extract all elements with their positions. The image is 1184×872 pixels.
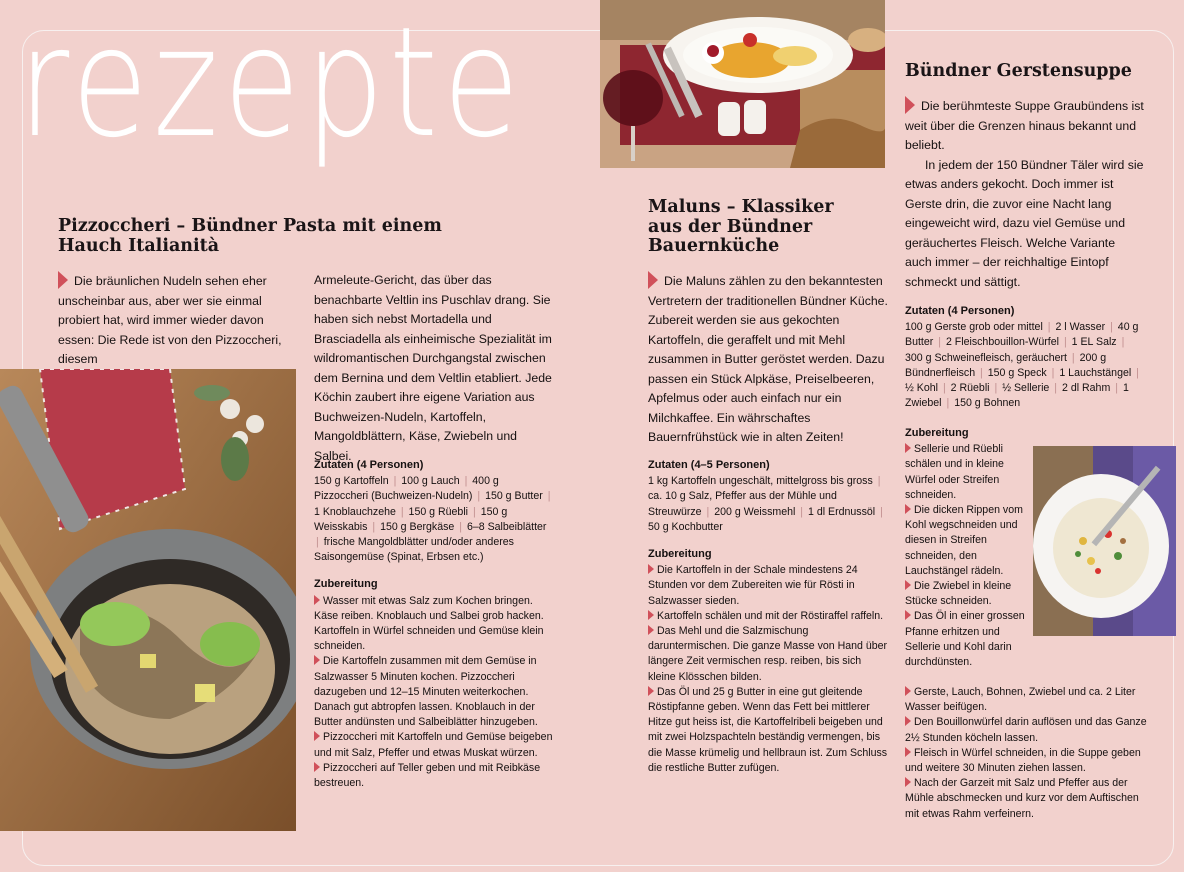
separator: | xyxy=(393,475,397,488)
separator: | xyxy=(400,505,404,518)
ingredient-item: 200 g Weissmehl xyxy=(714,505,796,518)
step-item xyxy=(314,730,554,760)
separator: | xyxy=(1136,366,1139,379)
step-marker-icon xyxy=(648,686,654,696)
gerstensuppe-intro-text-2: In jedem der 150 Bündner Täler wird sie etwas anders gekocht. Doch immer ist Gerste drin, die zuvor eine Nacht lang eingeweicht wird, dazu viel Gemüse und geräuchertes Fleisch. Welche Variante auch immer – der reichhaltige Eintopf schmeckt und sättigt. xyxy=(905,157,1144,289)
ingredient-item: 50 g Kochbutter xyxy=(648,520,723,533)
pizzoccheri-intro-text: Die bräunlichen Nudeln sehen eher unscheinbar aus, aber wer sie einmal probiert hat, wird immer wieder davon essen: Die Rede ist von den Pizzoccheri, diesem xyxy=(58,274,282,366)
ingredient-item: frische Mangoldblätter und/oder anderes Saisongemüse (Spinat, Erbsen etc.) xyxy=(314,536,514,564)
step-text: Die dicken Rippen vom Kohl wegschneiden und diesen in Streifen schneiden, den Lauchstängel rädeln. xyxy=(905,504,1023,577)
step-marker-icon xyxy=(314,731,320,741)
separator: | xyxy=(706,505,710,518)
separator: | xyxy=(1110,321,1113,334)
separator: | xyxy=(372,520,376,533)
ingredient-item: 6–8 Salbeiblätter xyxy=(466,520,547,533)
separator: | xyxy=(1047,321,1051,334)
ingredients-list xyxy=(314,474,554,565)
ingredients-heading: Zutaten (4 Personen) xyxy=(905,305,1015,317)
separator: | xyxy=(473,505,476,518)
gerstensuppe-steps-upper xyxy=(905,426,1027,670)
step-marker-icon xyxy=(314,762,320,772)
pizzoccheri-intro-text-2: Armeleute-Gericht, das über das benachbarte Veltlin ins Puschlav drang. Sie haben sich nebst Mortadella und Brasciadella als einheimische Spezialität im wildromantischen Durchgangstal zwischen dem Bernina und dem Veltlin etabliert. Jede Köchin zaubert ihre eigene Variation aus Buchweizen-Nudeln, Kartoffeln, Mangoldblättern, Käse, Zwiebeln und Salbei. xyxy=(314,273,552,463)
separator: | xyxy=(880,505,883,518)
ingredient-item: 150 g Speck xyxy=(987,366,1047,379)
separator: | xyxy=(980,366,983,379)
separator: | xyxy=(1054,382,1058,395)
bullet-triangle-icon xyxy=(648,271,658,289)
step-item xyxy=(905,776,1150,822)
masthead-title: rezepte xyxy=(18,0,525,171)
step-text: Das Mehl und die Salzmischung daruntermischen. Die ganze Masse von Hand über längere Zeit vermischen resp. reiben, bis sich kleine Klösschen bilden. xyxy=(648,625,888,683)
gerstensuppe-intro xyxy=(905,96,1145,292)
step-text: Pizzoccheri auf Teller geben und mit Reibkäse bestreuen. xyxy=(314,761,541,790)
steps-list xyxy=(648,563,888,776)
separator: | xyxy=(477,490,481,503)
steps-heading: Zubereitung xyxy=(648,548,712,561)
gerstensuppe-steps-lower xyxy=(905,685,1150,822)
step-item xyxy=(905,715,1150,745)
step-text: Pizzoccheri mit Kartoffeln und Gemüse beigeben und mit Salz, Pfeffer und etwas Muskat würzen. xyxy=(314,731,553,759)
step-marker-icon xyxy=(648,564,654,574)
ingredient-item: 300 g Schweinefleisch, geräuchert xyxy=(905,351,1067,364)
step-text: Die Kartoffeln in der Schale mindestens 24 Stunden vor dem Zubereiten wie für Rösti in Salzwasser sieden. xyxy=(648,564,858,607)
gerstensuppe-intro-text: Die berühmteste Suppe Graubündens ist weit über die Grenzen hinaus bekannt und beliebt. xyxy=(905,99,1144,152)
separator: | xyxy=(1051,366,1055,379)
separator: | xyxy=(464,475,468,488)
separator: | xyxy=(942,382,946,395)
step-item xyxy=(648,685,888,776)
separator: | xyxy=(459,520,462,533)
pizzoccheri-recipe xyxy=(314,458,554,791)
pizzoccheri-intro-col1 xyxy=(58,271,296,370)
ingredients-list xyxy=(905,320,1145,411)
ingredient-item: 2 Rüebli xyxy=(950,382,990,395)
step-item xyxy=(314,761,554,791)
steps-list xyxy=(905,442,1027,670)
pizzoccheri-title: Pizzoccheri – Bündner Pasta mit einem Hauch Italianità xyxy=(58,216,442,256)
maluns-intro-text: Die Maluns zählen zu den bekanntesten Vertretern der traditionellen Bündner Küche. Zubereit werden sie aus gekochten Kartoffeln, die geraffelt und mit Mehl zusammen in Butter geröstet werden. Dazu passen ein Stück Alpkäse, Preiselbeeren, Apfelmus oder auch einfach nur ein Milchkaffee. Ein währschaftes Bauernfrühstück wie in alten Zeiten! xyxy=(648,274,888,444)
step-text: Wasser mit etwas Salz zum Kochen bringen. Käse reiben. Knoblauch und Salbei grob hacken. Kartoffeln in Würfel schneiden und Gemüse klein schneiden. xyxy=(314,594,544,653)
ingredient-item: 100 g Lauch xyxy=(401,475,460,488)
step-marker-icon xyxy=(905,580,911,590)
step-marker-icon xyxy=(905,716,911,726)
step-item xyxy=(905,609,1027,670)
step-item xyxy=(905,503,1027,579)
ingredients-heading: Zutaten (4–5 Personen) xyxy=(648,459,770,471)
separator: | xyxy=(547,490,551,503)
ingredients-heading: Zutaten (4 Personen) xyxy=(314,459,424,471)
steps-list xyxy=(905,685,1150,822)
steps-heading: Zubereitung xyxy=(314,578,378,591)
step-item xyxy=(905,746,1150,776)
step-item xyxy=(314,594,554,655)
step-marker-icon xyxy=(905,504,911,514)
step-text: Die Zwiebel in kleine Stücke schneiden. xyxy=(905,580,1012,608)
maluns-title: Maluns – Klassiker aus der Bündner Bauernküche xyxy=(648,197,834,256)
ingredient-item: 1 kg Kartoffeln ungeschält, mittelgross bis gross xyxy=(648,475,873,488)
step-item xyxy=(905,442,1027,503)
steps-list xyxy=(314,594,554,792)
pizzoccheri-photo xyxy=(0,369,296,831)
step-text: Fleisch in Würfel schneiden, in die Suppe geben und weitere 30 Minuten ziehen lassen. xyxy=(905,746,1141,775)
step-item xyxy=(314,654,554,730)
gerstensuppe-ingredients xyxy=(905,304,1145,411)
separator: | xyxy=(994,382,998,395)
ingredient-item: 100 g Gerste grob oder mittel xyxy=(905,321,1043,334)
ingredient-item: 1 dl Erdnussöl xyxy=(808,505,876,518)
gerstensuppe-title: Bündner Gerstensuppe xyxy=(905,61,1132,81)
ingredient-item: 150 g Bohnen xyxy=(954,397,1021,410)
separator: | xyxy=(316,536,319,549)
step-marker-icon xyxy=(905,747,911,757)
step-marker-icon xyxy=(314,595,320,605)
bullet-triangle-icon xyxy=(58,271,68,289)
step-item xyxy=(905,685,1150,715)
step-text: Das Öl in einer grossen Pfanne erhitzen und Sellerie und Kohl darin durchdünsten. xyxy=(905,610,1025,669)
maluns-recipe xyxy=(648,458,888,776)
separator: | xyxy=(1063,336,1067,349)
step-text: Die Kartoffeln zusammen mit dem Gemüse in Salzwasser 5 Minuten kochen. Pizzoccheri dazugeben und 12–15 Minuten weiterkochen. Danach gut abtropfen lassen. Knoblauch in der Butter andünsten und Salbeiblätter hinzugeben. xyxy=(314,655,538,729)
separator: | xyxy=(938,336,941,349)
step-text: Kartoffeln schälen und mit der Röstiraffel raffeln. xyxy=(657,609,884,622)
ingredient-item: 2 Fleischbouillon-Würfel xyxy=(945,336,1059,349)
step-item xyxy=(905,579,1027,609)
ingredient-item: 150 g Kartoffeln xyxy=(314,475,389,488)
ingredient-item: 2 l Wasser xyxy=(1055,321,1106,334)
bullet-triangle-icon xyxy=(905,96,915,114)
steps-heading: Zubereitung xyxy=(905,427,969,439)
separator: | xyxy=(1115,382,1118,395)
ingredient-item: 200 g Bündnerfleisch xyxy=(905,351,1107,379)
step-marker-icon xyxy=(905,777,911,787)
step-marker-icon xyxy=(314,655,320,665)
ingredient-item: 1 EL Salz xyxy=(1071,336,1117,349)
ingredient-item: ½ Kohl xyxy=(905,382,938,395)
ingredient-item: 150 g Weisskabis xyxy=(314,505,508,533)
ingredient-item: 1 Knoblauchzehe xyxy=(314,505,396,518)
maluns-intro xyxy=(648,271,888,448)
step-marker-icon xyxy=(648,625,654,635)
step-item xyxy=(648,624,888,685)
ingredient-item: 400 g Pizzoccheri (Buchweizen-Nudeln) xyxy=(314,475,499,503)
ingredient-item: ½ Sellerie xyxy=(1002,382,1050,395)
ingredient-item: 2 dl Rahm xyxy=(1061,382,1111,395)
ingredient-item: ca. 10 g Salz, Pfeffer aus der Mühle und Streuwürze xyxy=(648,490,837,518)
maluns-photo xyxy=(600,0,885,168)
step-text: Sellerie und Rüebli schälen und in kleine Würfel oder Streifen schneiden. xyxy=(905,443,1004,501)
step-text: Nach der Garzeit mit Salz und Pfeffer aus der Mühle abschmecken und kurz vor dem Auftischen mit etwas Rahm verfeinern. xyxy=(905,777,1139,820)
pizzoccheri-intro-col2 xyxy=(314,271,554,466)
step-text: Das Öl und 25 g Butter in eine gut gleitende Röstipfanne geben. Wenn das Fett bei mittlerer Hitze gut heiss ist, die Kartoffelribeli beigeben und mit zwei Holzspachteln beständig vermengen, bis die Masse krümelig und hellbraun ist. Zum Schluss die restliche Butter zufügen. xyxy=(648,685,888,774)
step-marker-icon xyxy=(905,610,911,620)
ingredient-item: 1 Zwiebel xyxy=(905,382,1129,410)
step-marker-icon xyxy=(648,610,654,620)
ingredient-item: 150 g Bergkäse xyxy=(380,520,455,533)
step-text: Gerste, Lauch, Bohnen, Zwiebel und ca. 2 Liter Wasser beifügen. xyxy=(905,686,1136,714)
ingredient-item: 150 g Butter xyxy=(485,490,543,503)
step-item xyxy=(648,563,888,609)
separator: | xyxy=(800,505,804,518)
step-marker-icon xyxy=(905,686,911,696)
separator: | xyxy=(877,475,881,488)
soup-photo xyxy=(1033,446,1176,636)
step-text: Den Bouillonwürfel darin auflösen und das Ganze 2½ Stunden köcheln lassen. xyxy=(905,716,1147,744)
separator: | xyxy=(1071,351,1075,364)
ingredient-item: 40 g Butter xyxy=(905,321,1139,349)
ingredients-list xyxy=(648,474,888,535)
step-item xyxy=(648,609,888,624)
separator: | xyxy=(1121,336,1125,349)
ingredient-item: 1 Lauchstängel xyxy=(1059,366,1132,379)
separator: | xyxy=(946,397,950,410)
step-marker-icon xyxy=(905,443,911,453)
ingredient-item: 150 g Rüebli xyxy=(408,505,469,518)
